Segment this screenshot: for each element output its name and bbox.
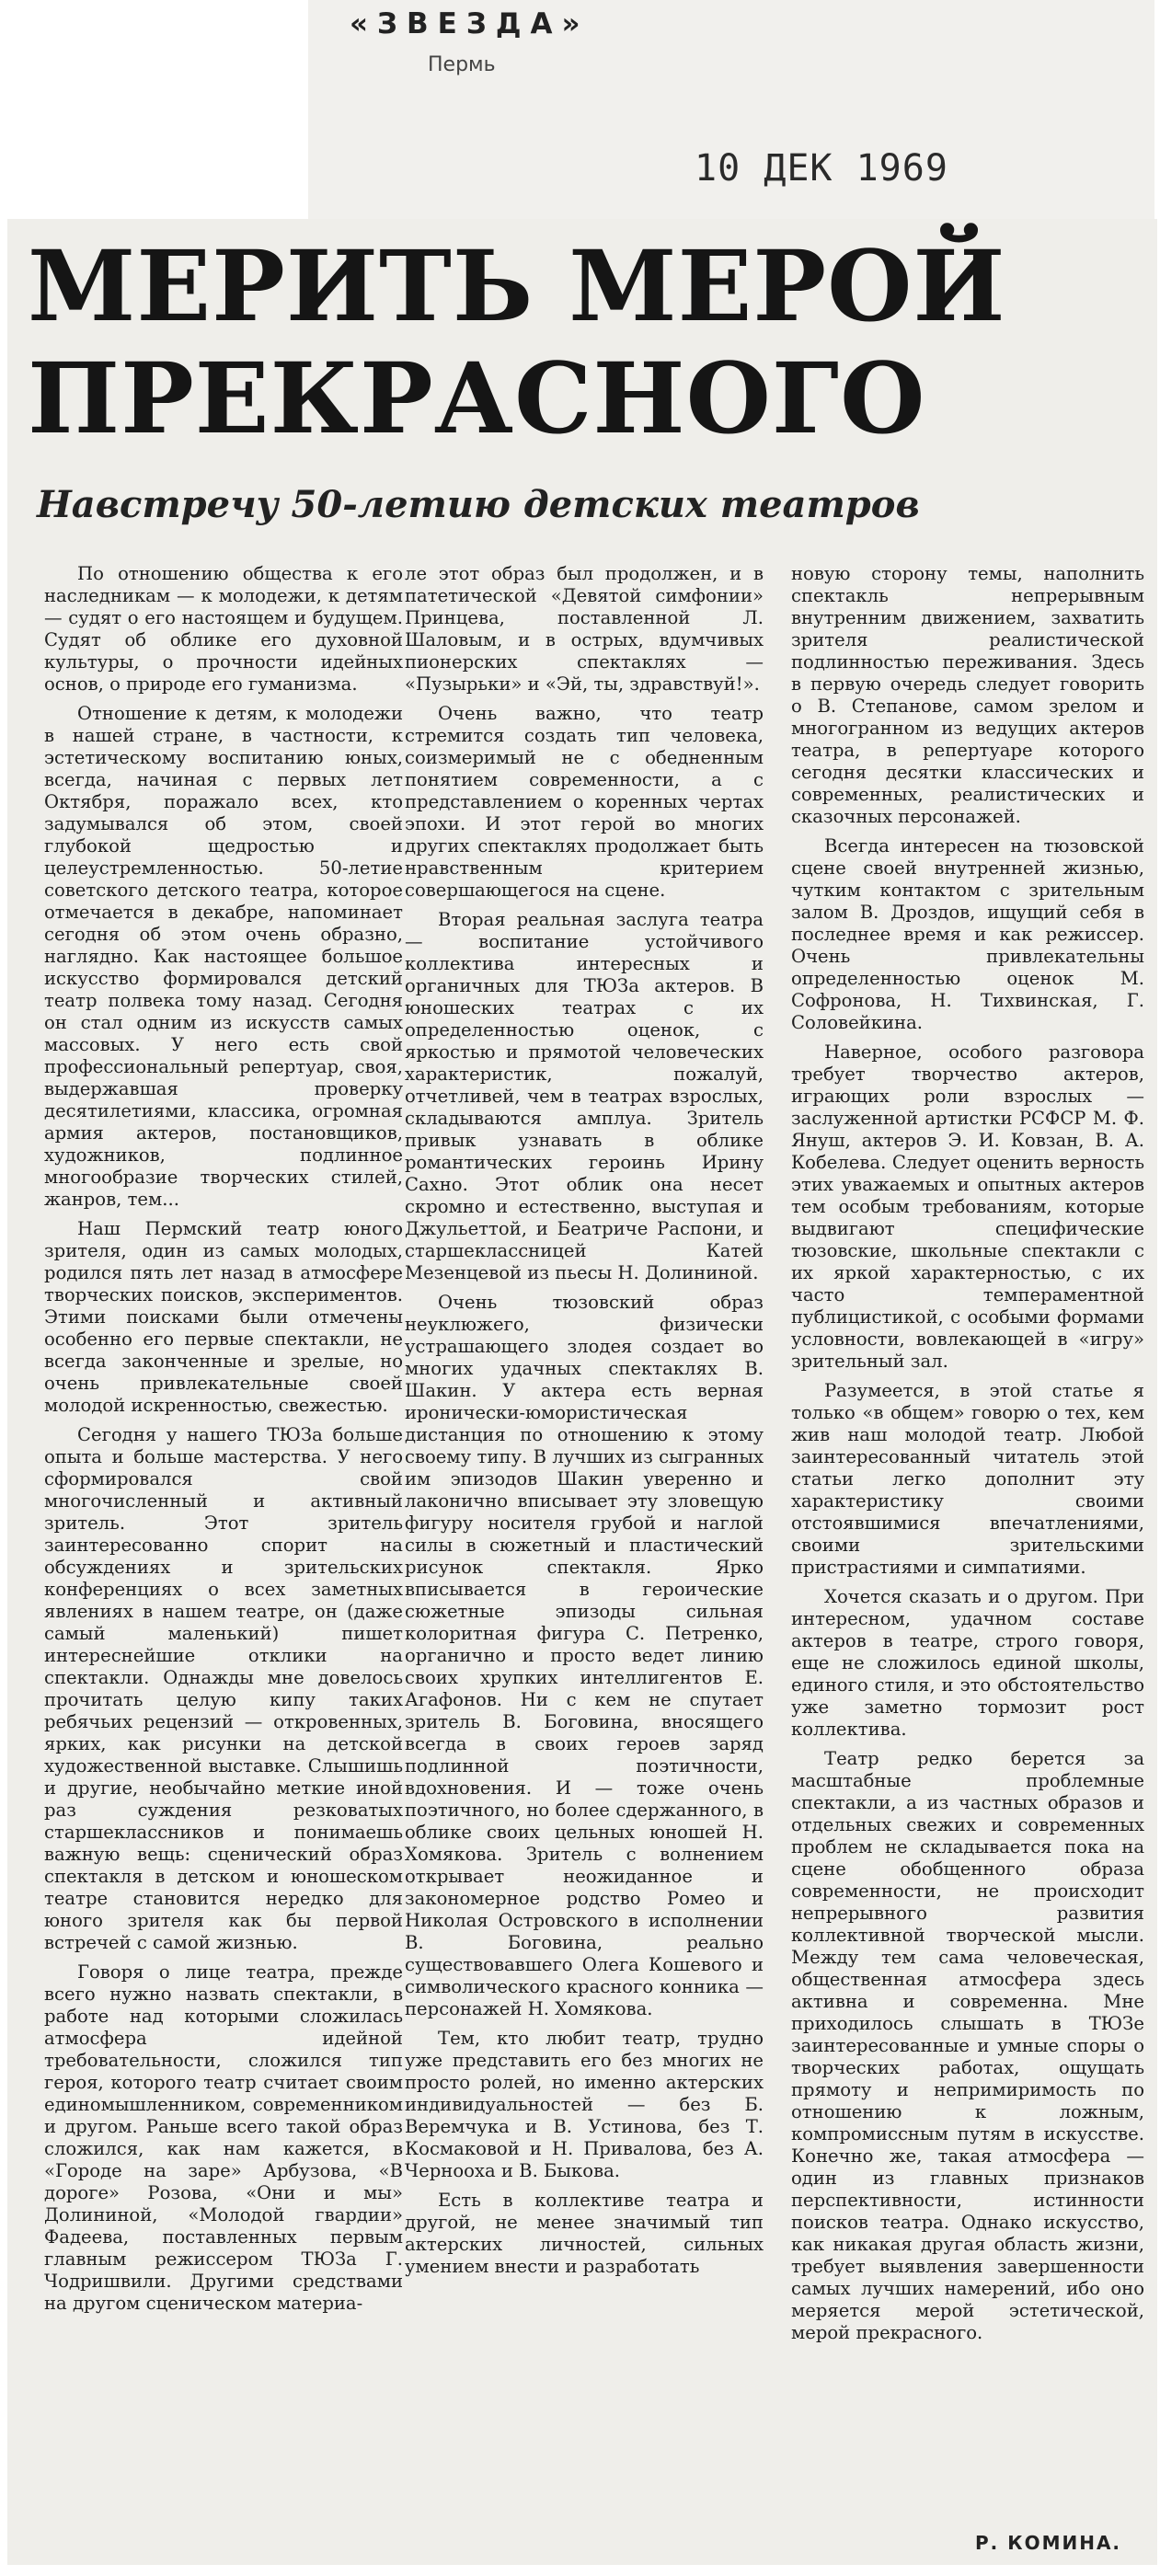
paragraph: Сегодня у нашего ТЮЗа больше опыта и больше мастерства. У него сформировался свой многочисленный и активный зритель. Этот зритель заинтересованно спорит на обсуждениях и зрительских конференциях о всех заметных явлениях в нашем театре, он (даже самый маленький) пишет интереснейшие отклики на спектакли. Однажды мне довелось прочитать целую кипу таких ребячьих рецензий — откровенных, ярких, как рисунки на детской художественной выставке. Слышишь и другие, необычайно меткие иной раз суждения резковатых старшеклассников и понимаешь важную вещь: сценический образ спектакля в детском и юношеском театре становится нередко для юного зрителя как бы первой встречей с самой жизнью. xyxy=(44,1424,403,1953)
paragraph: Хочется сказать и о другом. При интересном, удачном составе актеров в театре, строго говоря, еще не сложилось единой школы, единого стиля, и это обстоятельство уже заметно тормозит рост коллектива. xyxy=(791,1586,1144,1740)
paragraph: Очень тюзовский образ неуклюжего, физически устрашающего злодея создает во многих удачных спектаклях В. Шакин. У актера есть верная иронически-юмористическая дистанция по отношению к этому своему типу. В лучших из сыгранных им эпизодов Шакин уверенно и лаконично вписывает эту зловещую фигуру носителя грубой и наглой силы в сюжетный и пластический рисунок спектакля. Ярко вписывается в героические сюжетные эпизоды сильная колоритная фигура С. Петренко, органично и просто ведет линию своих хрупких интеллигентов Е. Агафонов. Ни с кем не спутает зритель В. Боговина, вносящего всегда в своих героев заряд подлинной поэтичности, вдохновения. И — тоже очень поэтичного, но более сдержанного, в облике своих цельных юношей Н. Хомякова. Зритель с волнением открывает неожиданное и закономерное родство Ромео и Николая Островского в исполнении В. Боговина, реально существовавшего Олега Кошевого и символического красного конника — персонажей Н. Хомякова. xyxy=(405,1292,764,2019)
paragraph: По отношению общества к его наследникам — к молодежи, к детям — судят о его настоящем и будущем. Судят об облике его духовной культуры, о прочности идейных основ, о природе его гуманизма. xyxy=(44,563,403,695)
paragraph: Театр редко берется за масштабные проблемные спектакли, а из частных образов и отдельных свежих и современных проблем не складывается пока на сцене обобщенного образа современности, не происходит непрерывного развития коллективной творческой мысли. Между тем сама человеческая, общественная атмосфера здесь активна и современна. Мне приходилось слышать в ТЮЗе заинтересованные и умные споры о творческих работах, ощущать прямоту и непримиримость по отношению к ложным, компромиссным путям в искусстве. Конечно же, такая атмосфера — один из главных признаков перспективности, истинности поисков театра. Однако искусство, как никакая другая область жизни, требует выявления завершенности самых лучших намерений, ибо оно меряется мерой эстетической, мерой прекрасного. xyxy=(791,1748,1144,2343)
article-column-3 xyxy=(791,563,1144,2352)
article-title xyxy=(28,230,1154,454)
article-column-1 xyxy=(44,563,403,2322)
paragraph: Отношение к детям, к молодежи в нашей стране, в частности, к эстетическому воспитанию юных, всегда, начиная с первых лет Октября, поражало всех, кто задумывался об этом, своей глубокой щедростью и целеустремленностью. 50-летие советского детского театра, которое отмечается в декабре, напоминает сегодня об этом очень образно, наглядно. Как настоящее большое искусство формировался детский театр полвека тому назад. Сегодня он стал одним из искусств самых массовых. У него есть свой профессиональный репертуар, своя, выдержавшая проверку десятилетиями, классика, огромная армия актеров, постановщиков, художников, подлинное многообразие творческих стилей, жанров, тем... xyxy=(44,703,403,1210)
paragraph: ле этот образ был продолжен, и в патетической «Девятой симфонии» Принцева, поставленной Л. Шаловым, и в острых, вдумчивых пионерских спектаклях — «Пузырьки» и «Эй, ты, здравствуй!». xyxy=(405,563,764,695)
article-title-line-2: ПРЕКРАСНОГО xyxy=(28,340,926,455)
paragraph: новую сторону темы, наполнить спектакль непрерывным внутренним движением, захватить зрителя реалистической подлинностью переживания. Здесь в первую очередь следует говорить о В. Степанове, самом зрелом и многогранном из ведущих актеров театра, в репертуаре которого сегодня десятки классических и современных, реалистических и сказочных персонажей. xyxy=(791,563,1144,827)
paragraph: Есть в коллективе театра и другой, не менее значимый тип актерских личностей, сильных умением внести и разработать xyxy=(405,2190,764,2277)
paragraph: Говоря о лице театра, прежде всего нужно назвать спектакли, в работе над которыми сложилась атмосфера идейной требовательности, сложился тип героя, которого театр считает своим единомышленником, современником и другом. Раньше всего такой образ сложился, как нам кажется, в «Городе на заре» Арбузова, «В дороге» Розова, «Они и мы» Долининой, «Молодой гвардии» Фадеева, поставленных первым главным режиссером ТЮЗа Г. Чодришвили. Другими средствами на другом сценическом материа- xyxy=(44,1961,403,2314)
date-stamp: 10 ДЕК 1969 xyxy=(695,147,948,190)
paragraph: Тем, кто любит театр, трудно уже представить его без многих не просто ролей, но именно актерских индивидуальностей — без Б. Веремчука и В. Устинова, без Т. Космаковой и Н. Привалова, без А. Чернооха и В. Быкова. xyxy=(405,2028,764,2181)
paragraph: Наш Пермский театр юного зрителя, один из самых молодых, родился пять лет назад в атмосфере творческих поисков, экспериментов. Этими поисками были отмечены особенно его первые спектакли, не всегда законченные и зрелые, но очень привлекательные своей молодой искренностью, свежестью. xyxy=(44,1218,403,1416)
paragraph: Всегда интересен на тюзовской сцене своей внутренней жизнью, чутким контактом с зрительным залом В. Дроздов, ищущий себя в последнее время и как режиссер. Очень привлекательны определенностью оценок М. Софронова, Н. Тихвинская, Г. Соловейкина. xyxy=(791,835,1144,1033)
article-column-2 xyxy=(405,563,764,2285)
paragraph: Вторая реальная заслуга театра — воспитание устойчивого коллектива интересных и органичных для ТЮЗа актеров. В юношеских театрах с их определенностью оценок, с яркостью и прямотой человеческих характеристик, пожалуй, отчетливей, чем в театрах взрослых, складываются амплуа. Зритель привык узнавать в облике романтических героинь Ирину Сахно. Этот облик она несет скромно и естественно, выступая и Джульеттой, и Беатриче Распони, и старшеклассницей Катей Мезенцевой из пьесы Н. Долининой. xyxy=(405,909,764,1283)
newspaper-city: Пермь xyxy=(428,53,496,76)
paragraph: Разумеется, в этой статье я только «в общем» говорю о тех, кем жив наш молодой театр. Любой заинтересованный читатель этой статьи легко дополнит эту характеристику своими отстоявшимися впечатлениями, своими зрительскими пристрастиями и симпатиями. xyxy=(791,1380,1144,1578)
article-subtitle: Навстречу 50-летию детских театров xyxy=(37,483,920,526)
newspaper-name: «ЗВЕЗДА» xyxy=(350,7,590,40)
paragraph: Очень важно, что театр стремится создать тип человека, соизмеримый не с обедненным понятием современности, а с представлением о коренных чертах эпохи. И этот герой во многих других спектаклях продолжает быть нравственным критерием совершающегося на сцене. xyxy=(405,703,764,901)
article-title-line-1: МЕРИТЬ МЕРОЙ xyxy=(28,228,1006,343)
author-signature: Р. КОМИНА. xyxy=(975,2532,1122,2554)
paragraph: Наверное, особого разговора требует творчество актеров, играющих роли взрослых — заслуженной артистки РСФСР М. Ф. Януш, актеров Э. И. Ковзан, В. А. Кобелева. Следует оценить верность этих уважаемых и опытных актеров тем особым требованиям, которые выдвигают специфические тюзовские, школьные спектакли с их яркой характерностью, с их часто темпераментной публицистикой, с особыми формами условности, вовлекающей в «игру» зрительный зал. xyxy=(791,1041,1144,1372)
